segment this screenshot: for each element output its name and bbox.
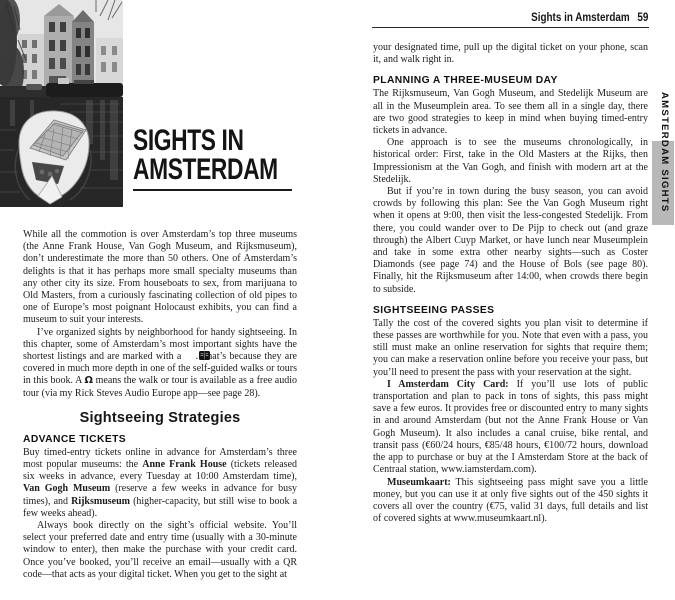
header-rule bbox=[372, 27, 649, 28]
advance-p1-pre: Buy timed-entry tickets online in advance for Amsterdam’s three most popular museums: the bbox=[23, 446, 297, 471]
subheading-advance-tickets: ADVANCE TICKETS bbox=[23, 433, 127, 445]
bold-museumkaart: Museumkaart: bbox=[387, 476, 451, 488]
subheading-sightseeing-passes: SIGHTSEEING PASSES bbox=[373, 304, 495, 316]
book-icon bbox=[185, 351, 196, 360]
continued-paragraph: your designated time, pull up the digital ticket on your phone, scan it, and walk right in. bbox=[373, 42, 648, 66]
intro-p2-mid: . That’s because they are covered in much more depth in one of the self-guided walks or tours in this book. A bbox=[23, 351, 297, 387]
audio-tour-icon: Ω bbox=[84, 375, 93, 387]
intro-paragraph-2 bbox=[23, 327, 297, 400]
intro-paragraph-1: While all the commotion is over Amsterdam’s top three museums (the Anne Frank House, Van Gogh Museum, and Rijksmuseum), don’t underestimate the more than 50 others. One of Amsterdam’s delights is that it has perhaps more small specialty museums than any other city its size. From houseboats to sex, from marijuana to Old Masters, from a curiously fascinating collection of old pipes to one of Europe’s most poignant Holocaust exhibits, you can find a museum to suit your interests. bbox=[23, 229, 297, 326]
bold-anne-frank-house: Anne Frank House bbox=[142, 459, 227, 471]
chapter-title-line-1: SIGHTS IN bbox=[133, 124, 244, 157]
section-heading-sightseeing-strategies: Sightseeing Strategies bbox=[79, 409, 241, 426]
running-header-title: Sights in Amsterdam bbox=[530, 12, 630, 24]
canal-photo bbox=[0, 0, 123, 207]
running-header bbox=[373, 12, 648, 24]
bold-rijksmuseum: Rijksmuseum bbox=[71, 495, 130, 507]
advance-tickets-paragraph-2: Always book directly on the sight’s official website. You’ll select your preferred date and entry time (usually with a 30-minute window to enter), then make the purchase with your credit card. Once you’ve booked, you’ll receive an email—usually with a QR code—that acts as your digital ticket. When you get to the sight at bbox=[23, 520, 297, 580]
advance-tickets-paragraph-1 bbox=[23, 447, 297, 520]
passes-paragraph-city-card bbox=[373, 379, 648, 477]
advance-p1-mid2: (reserve a few weeks in advance for busy times), and bbox=[23, 483, 297, 507]
subheading-planning-three-museum-day: PLANNING A THREE-MUSEUM DAY bbox=[373, 75, 558, 87]
planning-paragraph-1: The Rijksmuseum, Van Gogh Museum, and Stedelijk Museum are all in the Museumplein area. To see them all in a single day, there are two good strategies to keep in mind when buying timed-entry tickets in advance. bbox=[373, 88, 648, 137]
right-page-body bbox=[373, 42, 648, 525]
chapter-title bbox=[133, 126, 303, 191]
passes-paragraph-1: Tally the cost of the covered sights you plan visit to determine if these passes are worthwhile for you. Note that even with a pass, you still must make an online reservation for sights that require them; you can make a reservation online before you receive your pass, but you’ll need to present the pass with your reservation at the sight. bbox=[373, 317, 648, 378]
title-underline bbox=[133, 189, 292, 191]
intro-p2-post: means the walk or tour is available as a free audio tour (via my Rick Steves Audio Europe app—see page 28). bbox=[23, 375, 297, 399]
planning-paragraph-3: But if you’re in town during the busy season, you can avoid crowds by following this plan: See the Van Gogh Museum right when it opens at 9:00, then visit the less-congested Stedelijk. From there, you could wander over to De Pijp to check out (and graze through) the Albert Cuyp Market, or have lunch near Museumplein and take in some extra other nearby sights—such as Coster Diamonds (see page 74) and the House of Bols (see page 80). Finally, hit the Rijksmuseum after 14:00, when crowds there begin to subside. bbox=[373, 186, 648, 295]
intro-p2-pre: I’ve organized sights by neighborhood for handy sightseeing. In this chapter, some of Amsterdam’s most important sights have the shortest listings and are marked with a bbox=[23, 326, 297, 363]
advance-p1-mid1: (tickets released six weeks in advance, every Tuesday at 10:00 Amsterdam time), bbox=[23, 459, 298, 483]
bold-i-amsterdam-city-card: I Amsterdam City Card: bbox=[387, 378, 509, 390]
left-page-body bbox=[23, 229, 297, 581]
chapter-title-line-2: AMSTERDAM bbox=[133, 153, 278, 186]
page-number: 59 bbox=[636, 12, 648, 24]
bold-van-gogh-museum: Van Gogh Museum bbox=[23, 483, 111, 495]
passes-paragraph-museumkaart bbox=[373, 477, 648, 526]
advance-p1-post: (higher-capacity, but still wise to book a few weeks ahead). bbox=[23, 495, 298, 519]
planning-paragraph-2: One approach is to see the museums chronologically, in historical order: First, take in the Old Masters at the Rijks, then Impressionism at the Van Gogh, and finish with modern art at the Stedelijk. bbox=[373, 137, 648, 185]
city-card-text: If you’ll use lots of public transportation and plan to pack in tons of sights, this pass might save a few euros. It provides free or discounted entry to many sights in and around Amsterdam (but not the Anne Frank House or Van Gogh Museum). It also includes a canal cruise, bike rental, and transit pass (€60/24 hours, €85/48 hours, €100/72 hours, download the app to purchase or buy at the I Amsterdam Store at the back of Centraal station, www.iamsterdam.com). bbox=[373, 378, 648, 476]
side-tab-label: AMSTERDAM SIGHTS bbox=[659, 92, 670, 213]
museumkaart-text: This sightseeing pass might save you a little money, but you can use it at only five sights out of the 450 sights it covers all over the country (€75, valid 31 days, full details and list of covered sights at www.museumkaart.nl). bbox=[373, 476, 648, 525]
